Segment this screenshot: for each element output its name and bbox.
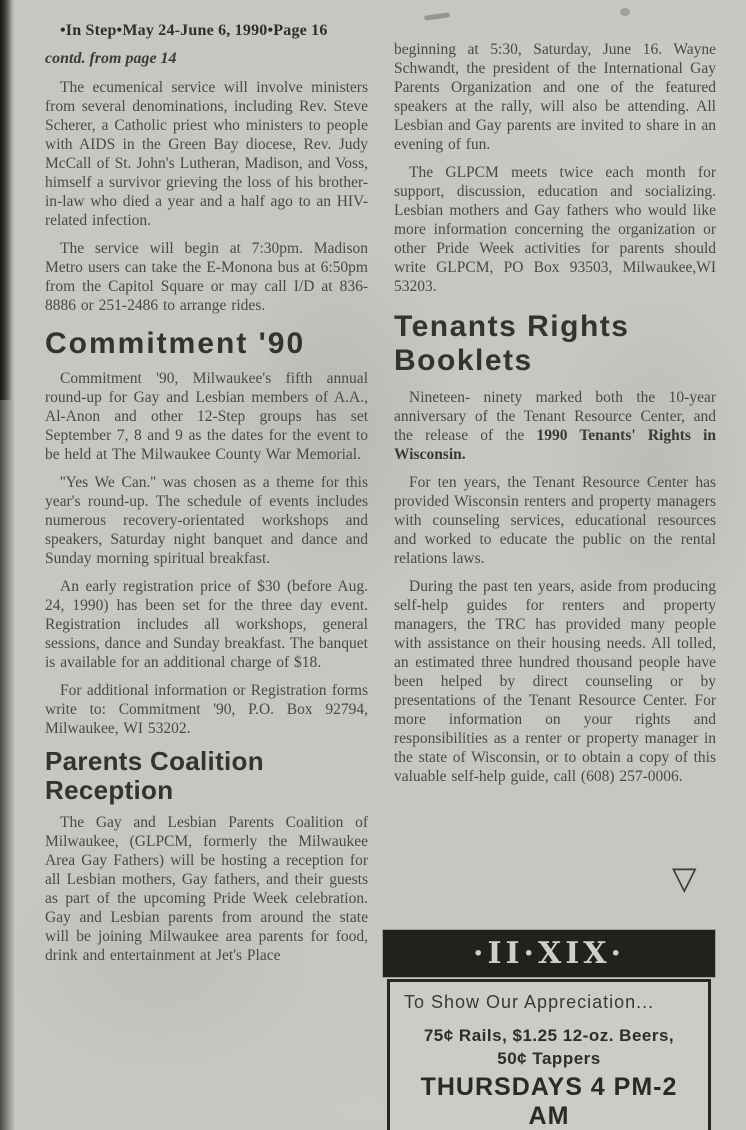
left-column bbox=[45, 22, 368, 1114]
article-paragraph: An early registration price of $30 (before Aug. 24, 1990) has been set for the three day event. Registration includes all workshops, general sessions, dance and Sunday breakfast. The banquet is available for an additional charge of $18. bbox=[45, 578, 368, 671]
article-paragraph bbox=[394, 388, 716, 464]
scan-smudge bbox=[424, 12, 450, 21]
article-paragraph: ''Yes We Can.'' was chosen as a theme for this year's round-up. The schedule of events includes numerous recovery-orientated workshops and speakers, Saturday night banquet and dance and Sunday morning spiritual breakfast. bbox=[45, 474, 368, 567]
story-end-triangle-icon: ▽ bbox=[672, 859, 697, 897]
article-paragraph: The Gay and Lesbian Parents Coalition of Milwaukee, (GLPCM, formerly the Milwaukee Area Gay Fathers) will be hosting a reception for all Lesbian mothers, Gay fathers, and their guests as part of the upcoming Pride Week celebration. Gay and Lesbian parents from around the state will be joining Milwaukee area parents for food, drink and entertainment at Jet's Place bbox=[45, 814, 368, 964]
article-paragraph: Commitment '90, Milwaukee's fifth annual round-up for Gay and Lesbian members of A.A., Al-Anon and other 12-Step groups has set September 7, 8 and 9 as the dates for the event to be held at The Milwaukee County War Memorial. bbox=[45, 370, 368, 463]
headline-parents-coalition-reception: Parents Coalition Reception bbox=[45, 746, 264, 805]
ad-body-box bbox=[387, 979, 711, 1130]
ad-hours: THURSDAYS 4 PM-2 AM bbox=[420, 1073, 678, 1130]
article-paragraph-continuation: beginning at 5:30, Saturday, June 16. Wayne Schwandt, the president of the International Gay Parents Organization and one of the featured speakers at the rally, will also be attending. All Lesbian and Gay parents are invited to share in an evening of fun. bbox=[394, 41, 716, 153]
article-paragraph: For ten years, the Tenant Resource Center has provided Wisconsin renters and property managers with counseling services, educational resources and worked to educate the public on the rental relations laws. bbox=[394, 474, 716, 567]
right-column bbox=[394, 40, 716, 920]
ad-drink-specials bbox=[404, 1024, 694, 1070]
continued-from-note: contd. from page 14 bbox=[45, 50, 177, 67]
article-paragraph: During the past ten years, aside from producing self-help guides for renters and property managers, the TRC has provided many people with assistance on their housing needs. All tolled, an estimated three hundred thousand people have been helped by direct counseling or by presentations of the Tenant Resource Center. For more information on your rights and responsibilities as a renter or property manager in the state of Wisconsin, or to obtain a copy of this valuable self-help guide, call (608) 257-0006. bbox=[394, 578, 716, 785]
article-paragraph: The ecumenical service will involve ministers from several denominations, including Rev. Steve Scherer, a Catholic priest who ministers to people with AIDS in the Green Bay diocese, Rev. Judy McCall of St. John's Lutheran, Madison, and Voss, himself a survivor grieving the loss of his brother-in-law who died a year and a half ago to an HIV-related infection. bbox=[45, 79, 368, 229]
article-paragraph: The service will begin at 7:30pm. Madison Metro users can take the E-Monona bus at 6:50pm from the Capitol Square or may call I/D at 836-8886 or 251-2486 to arrange rides. bbox=[45, 240, 368, 314]
article-paragraph: The GLPCM meets twice each month for support, discussion, education and socializing. Lesbian mothers and Gay fathers who would like more information concerning the organization or other Pride Week activities for parents should write GLPCM, PO Box 93503, Milwaukee,WI 53203. bbox=[394, 164, 716, 295]
booklet-title-bold: 1990 Tenants' Rights in Wisconsin. bbox=[394, 427, 716, 463]
paragraph-text: Nineteen- ninety marked both the 10-year anniversary of the Tenant Resource Center, and the release of the bbox=[394, 389, 716, 444]
ad-tagline: To Show Our Appreciation... bbox=[404, 992, 655, 1012]
headline-commitment-90: Commitment '90 bbox=[45, 327, 306, 360]
bar-advertisement bbox=[383, 930, 715, 1130]
scan-smudge bbox=[620, 8, 630, 16]
article-paragraph: For additional information or Registration forms write to: Commitment '90, P.O. Box 92794, Milwaukee, WI 53202. bbox=[45, 682, 368, 737]
ad-specials-line1: 75¢ Rails, $1.25 12-oz. Beers, bbox=[423, 1026, 675, 1045]
page-masthead: •In Step•May 24-June 6, 1990•Page 16 bbox=[60, 22, 328, 39]
ad-specials-line2: 50¢ Tappers bbox=[497, 1049, 601, 1068]
bar-logo-ii-xix: ·II·XIX· bbox=[383, 930, 715, 977]
scan-edge-shadow-top bbox=[0, 0, 12, 400]
headline-tenants-rights-booklets: Tenants Rights Booklets bbox=[394, 310, 630, 377]
